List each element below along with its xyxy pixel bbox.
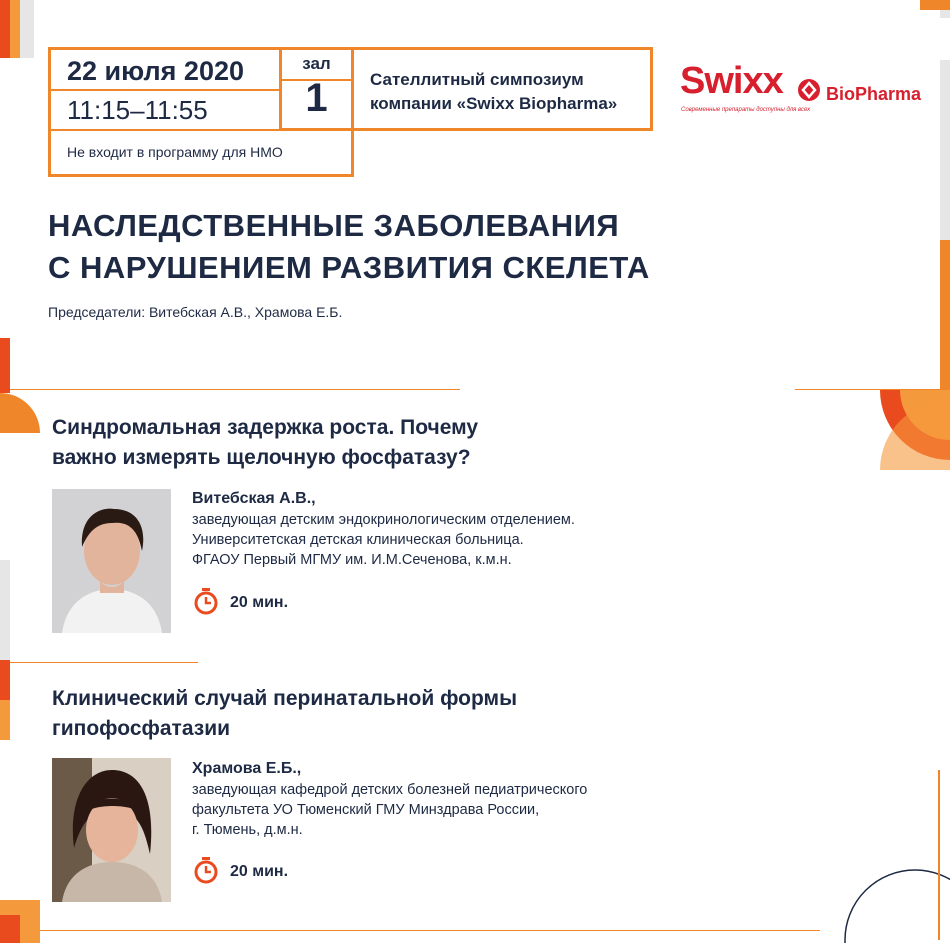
talk-2-title-line-2: гипофосфатазии [52,717,231,740]
date-box [48,47,279,91]
symposium-line-2: компании «Swixx Biopharma» [370,94,618,113]
timer-icon [192,856,220,884]
speaker-1-desc-line-3: ФГАОУ Первый МГМУ им. И.М.Сеченова, к.м.н. [192,552,512,568]
talk-1-title-line-2: важно измерять щелочную фосфатазу? [52,446,471,469]
symposium-line-1: Сателлитный симпозиум [370,70,584,89]
logo-wordmark: Swixx [680,60,783,102]
speaker-2-name: Храмова Е.Б., [192,760,302,777]
event-date: 22 июля 2020 [67,56,244,86]
speaker-1-desc-line-2: Университетская детская клиническая больница. [192,532,524,548]
separator [10,389,460,390]
speaker-2-desc-line-3: г. Тюмень, д.м.н. [192,822,303,838]
talk-1-duration: 20 мин. [230,594,289,611]
time-box [48,91,279,131]
separator [10,662,198,663]
speaker-1-desc-line-1: заведующая детским эндокринологическим отделением. [192,512,575,528]
talk-2-title-line-1: Клинический случай перинатальной формы [52,687,518,710]
symposium-box [354,47,653,131]
page-title [48,205,650,289]
chairs-text: Председатели: Витебская А.В., Храмова Е.Б. [48,304,343,320]
speaker-2-desc-line-2: факультета УО Тюменский ГМУ Минздрава России, [192,802,540,818]
speaker-1-name: Витебская А.В., [192,490,316,507]
separator [40,930,820,931]
title-line-1: НАСЛЕДСТВЕННЫЕ ЗАБОЛЕВАНИЯ [48,208,620,243]
speaker-1-photo [52,489,171,633]
nmo-box [48,131,354,177]
logo-diamond-icon [797,78,821,102]
separator [795,389,940,390]
event-time: 11:15–11:55 [67,95,208,125]
hall-number: 1 [305,76,328,120]
hall-box [279,47,354,131]
hall-label: зал [302,54,331,73]
title-line-2: С НАРУШЕНИЕМ РАЗВИТИЯ СКЕЛЕТА [48,250,650,285]
speaker-1-info [192,490,575,570]
talk-2-duration: 20 мин. [230,863,289,880]
timer-icon [192,587,220,615]
logo-tagline: Современные препараты доступны для всех [681,107,811,113]
speaker-2-info [192,760,587,840]
logo-suffix: BioPharma [826,84,922,104]
speaker-2-desc-line-1: заведующая кафедрой детских болезней педиатрического [192,782,588,798]
speaker-2-photo [52,758,171,902]
talk-1-title [52,413,478,473]
talk-1-title-line-1: Синдромальная задержка роста. Почему [52,416,479,439]
talk-2-title [52,684,517,744]
nmo-note: Не входит в программу для НМО [67,144,283,160]
